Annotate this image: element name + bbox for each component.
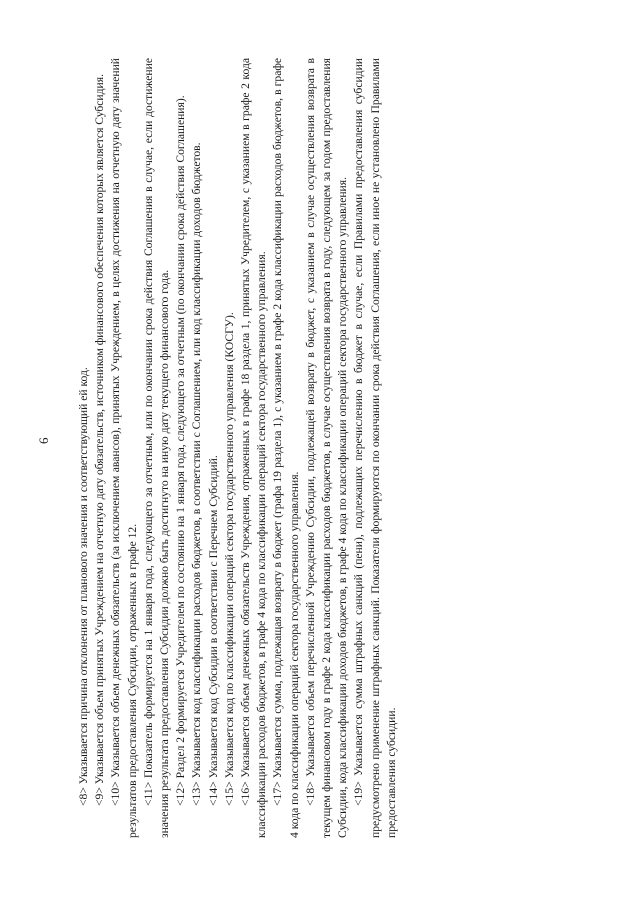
footnote-13: <13> Указывается код классификации расходов бюджетов, в соответствии с Соглашением, или код классификации доходов бюджетов. xyxy=(190,142,204,806)
footnote-10: <10> Указывается объем денежных обязательств (за исключением авансов), принятых Учреждением, в целях достижения на отчетную дату значений результатов предоставления Субсидии, отраженных в графе 12. xyxy=(109,58,139,838)
footnote-8: <8> Указывается причина отклонения от планового значения и соответствующий ей код. xyxy=(77,367,90,806)
footnote-9: <9> Указывается объем принятых Учреждением на отчетную дату обязательств, источником финансового обеспечения которых является Субсидия. xyxy=(93,74,107,806)
footnote-18: <18> Указывается объем перечисленной Учреждению Субсидии, подлежащей возврату в бюджет, с указанием в случае осуществления возврата в текущем финансовом году в графе 2 кода классификации расходов бюджетов, в случае осуществления возврата в году, следующем за годом предоставления Субсидии, кода классификации доходов бюджетов, в графе 4 кода по классификации операций сектора государственного управления. xyxy=(303,58,350,838)
footnotes-block xyxy=(76,58,400,838)
footnote-19: <19> Указывается сумма штрафных санкций (пени), подлежащих перечислению в бюджет в случае, если Правилами предоставления субсидии предусмотрено применение штрафных санкций. Показатели формируются по окончании срока действия Соглашения, если иное не установлено Правилами предоставления субсидии. xyxy=(352,58,398,838)
footnote-15: <15> Указывается код по классификации операций сектора государственного управления (КОСГУ). xyxy=(222,312,236,806)
footnote-11: <11> Показатель формируется на 1 января года, следующего за отчетным, или по окончании срока действия Соглашения в случае, если достижение значения результата предоставления Субсидии должно быть достигнуто на иную дату текущего финансового года. xyxy=(141,58,172,838)
footnote-16: <16> Указывается объем денежных обязательств Учреждения, отраженных в графе 18 раздела 1, принятых Учредителем, с указанием в графе 2 кода классификации расходов бюджетов, в графе 4 кода по классификации операций сектора государственного управления. xyxy=(239,58,269,838)
page-number: 6 xyxy=(36,437,51,444)
footnote-17: <17> Указывается сумма, подлежащая возврату в бюджет (графа 19 раздела 1), с указанием в графе 2 кода классификации расходов бюджетов, в графе 4 кода по классификации операций сектора государственного управления. xyxy=(271,58,301,838)
footnote-12: <12> Раздел 2 формируется Учредителем по состоянию на 1 января года, следующего за отчетным (по окончании срока действия Соглашения). xyxy=(174,95,188,806)
footnote-14: <14> Указывается код Субсидии в соответствии с Перечнем Субсидий. xyxy=(206,455,220,806)
